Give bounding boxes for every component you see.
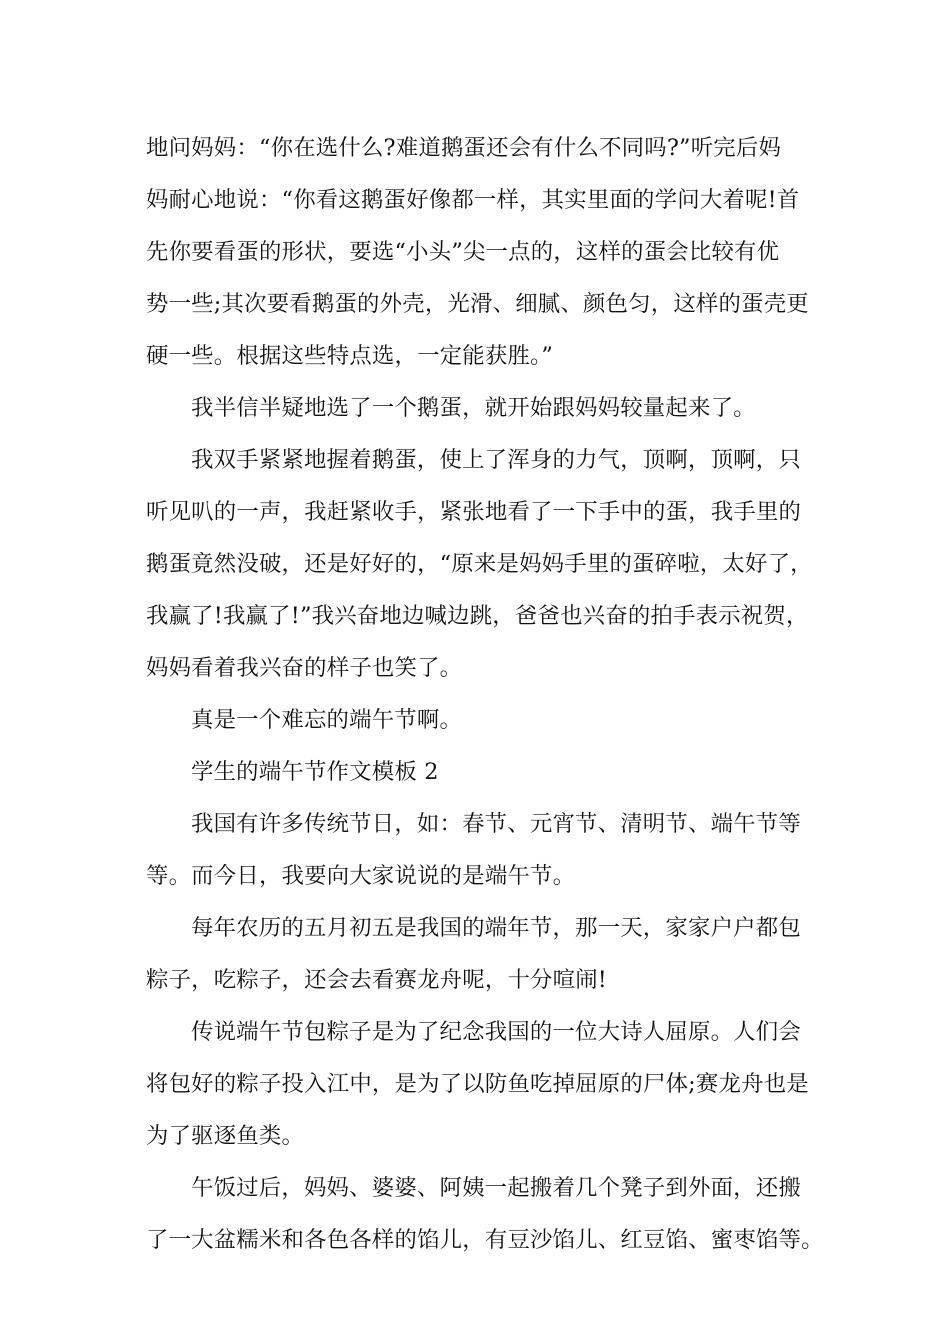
paragraph-start-line: 我双手紧紧地握着鹅蛋，使上了浑身的力气，顶啊，顶啊，只 (191, 447, 801, 473)
paragraph-start-line: 传说端午节包粽子是为了纪念我国的一位大诗人屈原。人们会 (191, 1019, 801, 1045)
text-line: 将包好的粽子投入江中，是为了以防鱼吃掉屈原的尸体;赛龙舟也是 (146, 1071, 809, 1097)
paragraph-start-line: 我半信半疑地选了一个鹅蛋，就开始跟妈妈较量起来了。 (191, 395, 756, 421)
text-line: 粽子，吃粽子，还会去看赛龙舟呢，十分喧闹! (146, 967, 608, 993)
text-line: 妈耐心地说：“你看这鹅蛋好像都一样，其实里面的学问大着呢!首 (146, 187, 800, 213)
text-line: 等。而今日，我要向大家说说的是端午节。 (146, 863, 576, 889)
text-line: 先你要看蛋的形状，要选“小头”尖一点的，这样的蛋会比较有优 (146, 239, 780, 265)
text-line: 妈妈看着我兴奋的样子也笑了。 (146, 655, 463, 681)
text-line: 地问妈妈：“你在选什么?难道鹅蛋还会有什么不同吗?”听完后妈 (146, 135, 782, 161)
text-line: 势一些;其次要看鹅蛋的外壳，光滑、细腻、颜色匀，这样的蛋壳更 (146, 291, 809, 317)
text-line: 为了驱逐鱼类。 (146, 1123, 305, 1149)
text-line: 了一大盆糯米和各色各样的馅儿，有豆沙馅儿、红豆馅、蜜枣馅等。 (146, 1227, 824, 1253)
paragraph-start-line: 真是一个难忘的端午节啊。 (191, 707, 463, 733)
paragraph-start-line: 每年农历的五月初五是我国的端年节，那一天，家家户户都包 (191, 915, 801, 941)
paragraph-start-line: 午饭过后，妈妈、婆婆、阿姨一起搬着几个凳子到外面，还搬 (191, 1175, 801, 1201)
text-line: 鹅蛋竟然没破，还是好好的，“原来是妈妈手里的蛋碎啦，太好了， (146, 551, 813, 577)
text-line: 我赢了!我赢了!”我兴奋地边喊边跳，爸爸也兴奋的拍手表示祝贺， (146, 603, 809, 629)
text-line: 听见叭的一声，我赶紧收手，紧张地看了一下手中的蛋，我手里的 (146, 499, 802, 525)
section-heading: 学生的端午节作文模板 2 (191, 759, 439, 785)
text-line: 硬一些。根据这些特点选，一定能获胜。” (146, 343, 554, 369)
paragraph-start-line: 我国有许多传统节日，如：春节、元宵节、清明节、端午节等 (191, 811, 801, 837)
